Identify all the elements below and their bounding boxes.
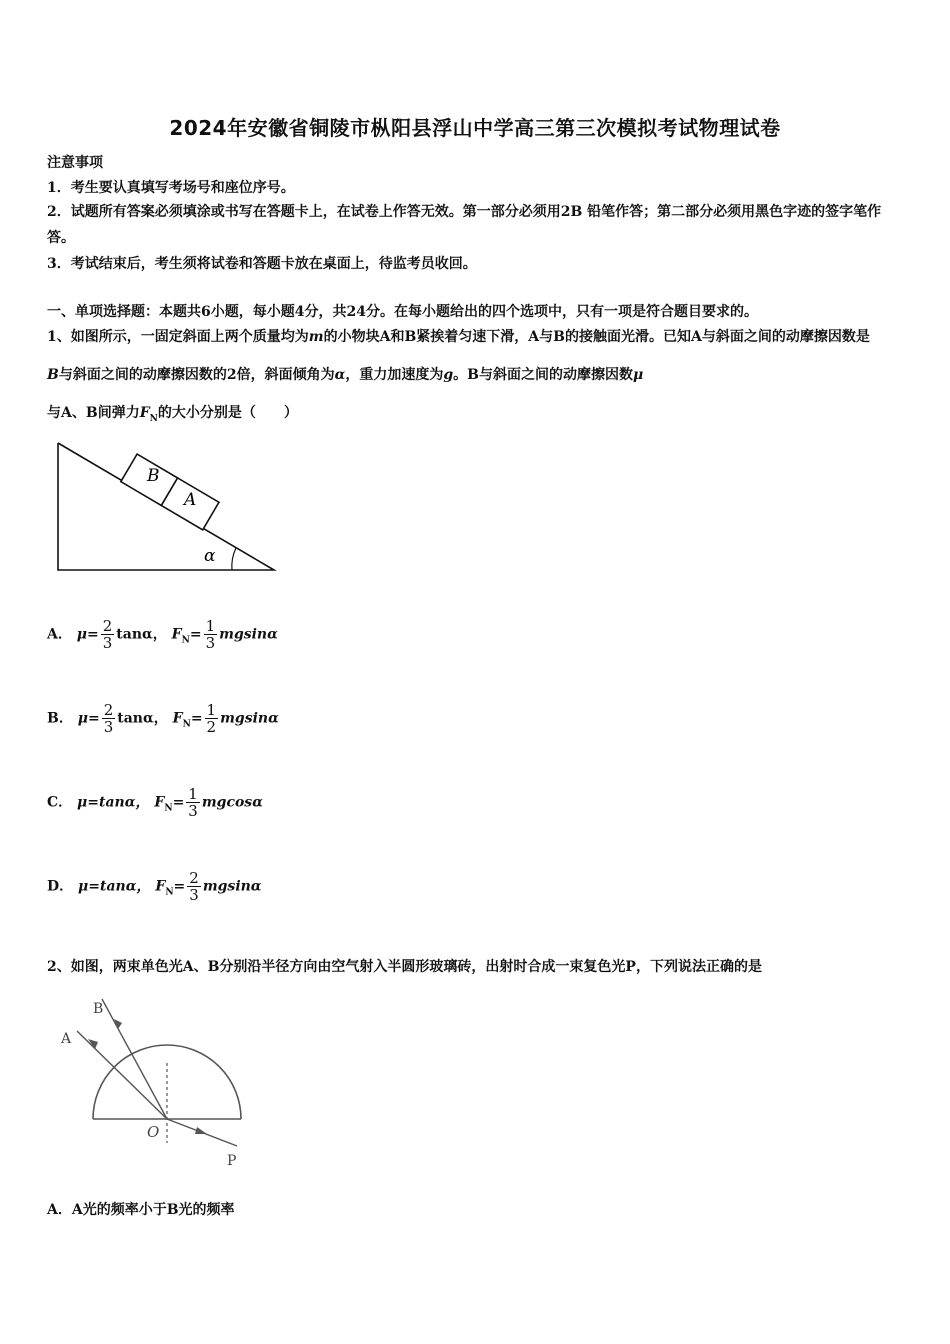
page-title: 2024年安徽省铜陵市枞阳县浮山中学高三第三次模拟考试物理试卷	[169, 116, 781, 140]
option-mu: μ=	[77, 710, 100, 727]
q1-var-g: g	[443, 367, 454, 383]
option-eq: =	[189, 626, 202, 643]
fraction-denominator: 3	[205, 634, 216, 652]
fraction-numerator: 2	[103, 701, 114, 719]
option-n-sub: N	[165, 887, 174, 898]
block-a-label: A	[184, 490, 197, 510]
fraction-denominator: 3	[189, 886, 199, 904]
option-eq: =	[190, 710, 203, 727]
q1-var-f: F	[139, 405, 150, 421]
q2-stem: 2、如图，两束单色光A、B分别沿半径方向由空气射入半圆形玻璃砖，出射时合成一束复色光P，下列说法正确的是	[47, 959, 762, 975]
option-f: F	[172, 710, 183, 727]
option-n-sub: N	[182, 719, 191, 730]
fraction-numerator: 2	[189, 869, 199, 887]
block-b-label: B	[147, 466, 160, 486]
q1-option-b	[47, 702, 279, 735]
fraction-numerator: 1	[205, 617, 216, 635]
option-eq: =	[173, 878, 186, 895]
notice-item-2: 2．试题所有答案必须填涂或书写在答题卡上，在试卷上作答无效。第一部分必须用2B 铅笔作答；第二部分必须用黑色字迹的签字笔作答。	[47, 204, 882, 246]
option-label: D．	[47, 878, 74, 895]
ray-p-label: P	[227, 1153, 237, 1169]
option-n-sub: N	[181, 635, 190, 646]
q1-stem-line-2	[47, 364, 643, 384]
q2-semicircle-figure	[55, 995, 255, 1170]
option-label: A．	[47, 626, 72, 643]
angle-alpha-label: α	[204, 546, 216, 566]
q2-option-a: A．A光的频率小于B光的频率	[47, 1202, 235, 1218]
option-tail: mgsinα	[219, 626, 278, 643]
q1-var-b: B	[47, 367, 59, 383]
q1-incline-figure	[50, 436, 282, 576]
option-mu: μ=tanα，	[77, 794, 150, 811]
q1-text-1: 1、如图所示，一固定斜面上两个质量均为	[47, 329, 309, 345]
fraction	[187, 870, 201, 903]
fraction-numerator: 1	[206, 701, 217, 719]
angle-arc	[232, 548, 236, 570]
q1-var-m: m	[308, 329, 324, 345]
fraction-denominator: 3	[103, 718, 114, 736]
option-f: F	[155, 878, 166, 895]
fraction-denominator: 3	[188, 802, 198, 820]
option-tail: mgsinα	[220, 710, 279, 727]
q1-option-c	[47, 786, 263, 819]
option-tail: mgsinα	[202, 878, 262, 895]
fraction-numerator: 1	[188, 785, 198, 803]
option-f: F	[154, 794, 165, 811]
ray-p-arrow	[195, 1127, 207, 1134]
ray-b-label: B	[93, 1001, 104, 1017]
q1-var-n-sub: N	[149, 413, 158, 424]
notice-heading: 注意事项	[47, 155, 103, 171]
q1-text-6: 与A、B间弹力	[47, 405, 140, 421]
fraction	[204, 618, 218, 651]
fraction-denominator: 2	[206, 718, 217, 736]
option-eq: =	[172, 794, 185, 811]
q1-var-mu: μ	[633, 367, 644, 383]
option-mu: μ=	[76, 626, 99, 643]
q1-text-4: ，重力加速度为	[345, 367, 444, 383]
option-mu: μ=tanα，	[78, 878, 151, 895]
ray-a	[77, 1031, 167, 1119]
q1-option-a	[47, 618, 278, 651]
q1-option-d	[47, 870, 262, 903]
fraction	[186, 786, 200, 819]
ray-b	[102, 999, 167, 1119]
q1-stem-line-3	[47, 402, 298, 424]
option-n-sub: N	[164, 803, 173, 814]
q1-text-2: 的小物块A和B紧挨着匀速下滑，A与B的接触面光滑。已知A与斜面之间的动摩擦因数是	[323, 329, 870, 345]
option-label: B．	[47, 710, 73, 727]
q1-var-alpha: α	[334, 367, 346, 383]
fraction-numerator: 2	[102, 617, 113, 635]
fraction	[101, 618, 115, 651]
option-mid: tanα，	[117, 710, 168, 727]
option-tail: mgcosα	[201, 794, 263, 811]
q1-text-3: 与斜面之间的动摩擦因数的2倍，斜面倾角为	[58, 367, 335, 383]
q1-text-5: 。B与斜面之间的动摩擦因数	[453, 367, 634, 383]
notice-item-1: 1．考生要认真填写考场号和座位序号。	[47, 180, 295, 196]
center-o-label: O	[147, 1123, 160, 1141]
fraction	[205, 702, 219, 735]
option-f: F	[171, 626, 182, 643]
q1-stem-line-1	[47, 326, 870, 346]
fraction-denominator: 3	[102, 634, 113, 652]
option-mid: tanα，	[116, 626, 167, 643]
q1-text-7: 的大小分别是（ ）	[157, 405, 298, 421]
ray-a-label: A	[61, 1031, 72, 1047]
fraction	[102, 702, 116, 735]
option-label: C．	[47, 794, 73, 811]
notice-item-3: 3．考试结束后，考生须将试卷和答题卡放在桌面上，待监考员收回。	[47, 256, 477, 272]
blocks-group	[121, 454, 219, 530]
section-1-header: 一、单项选择题：本题共6小题，每小题4分，共24分。在每小题给出的四个选项中，只有一项是符合题目要求的。	[47, 304, 758, 320]
